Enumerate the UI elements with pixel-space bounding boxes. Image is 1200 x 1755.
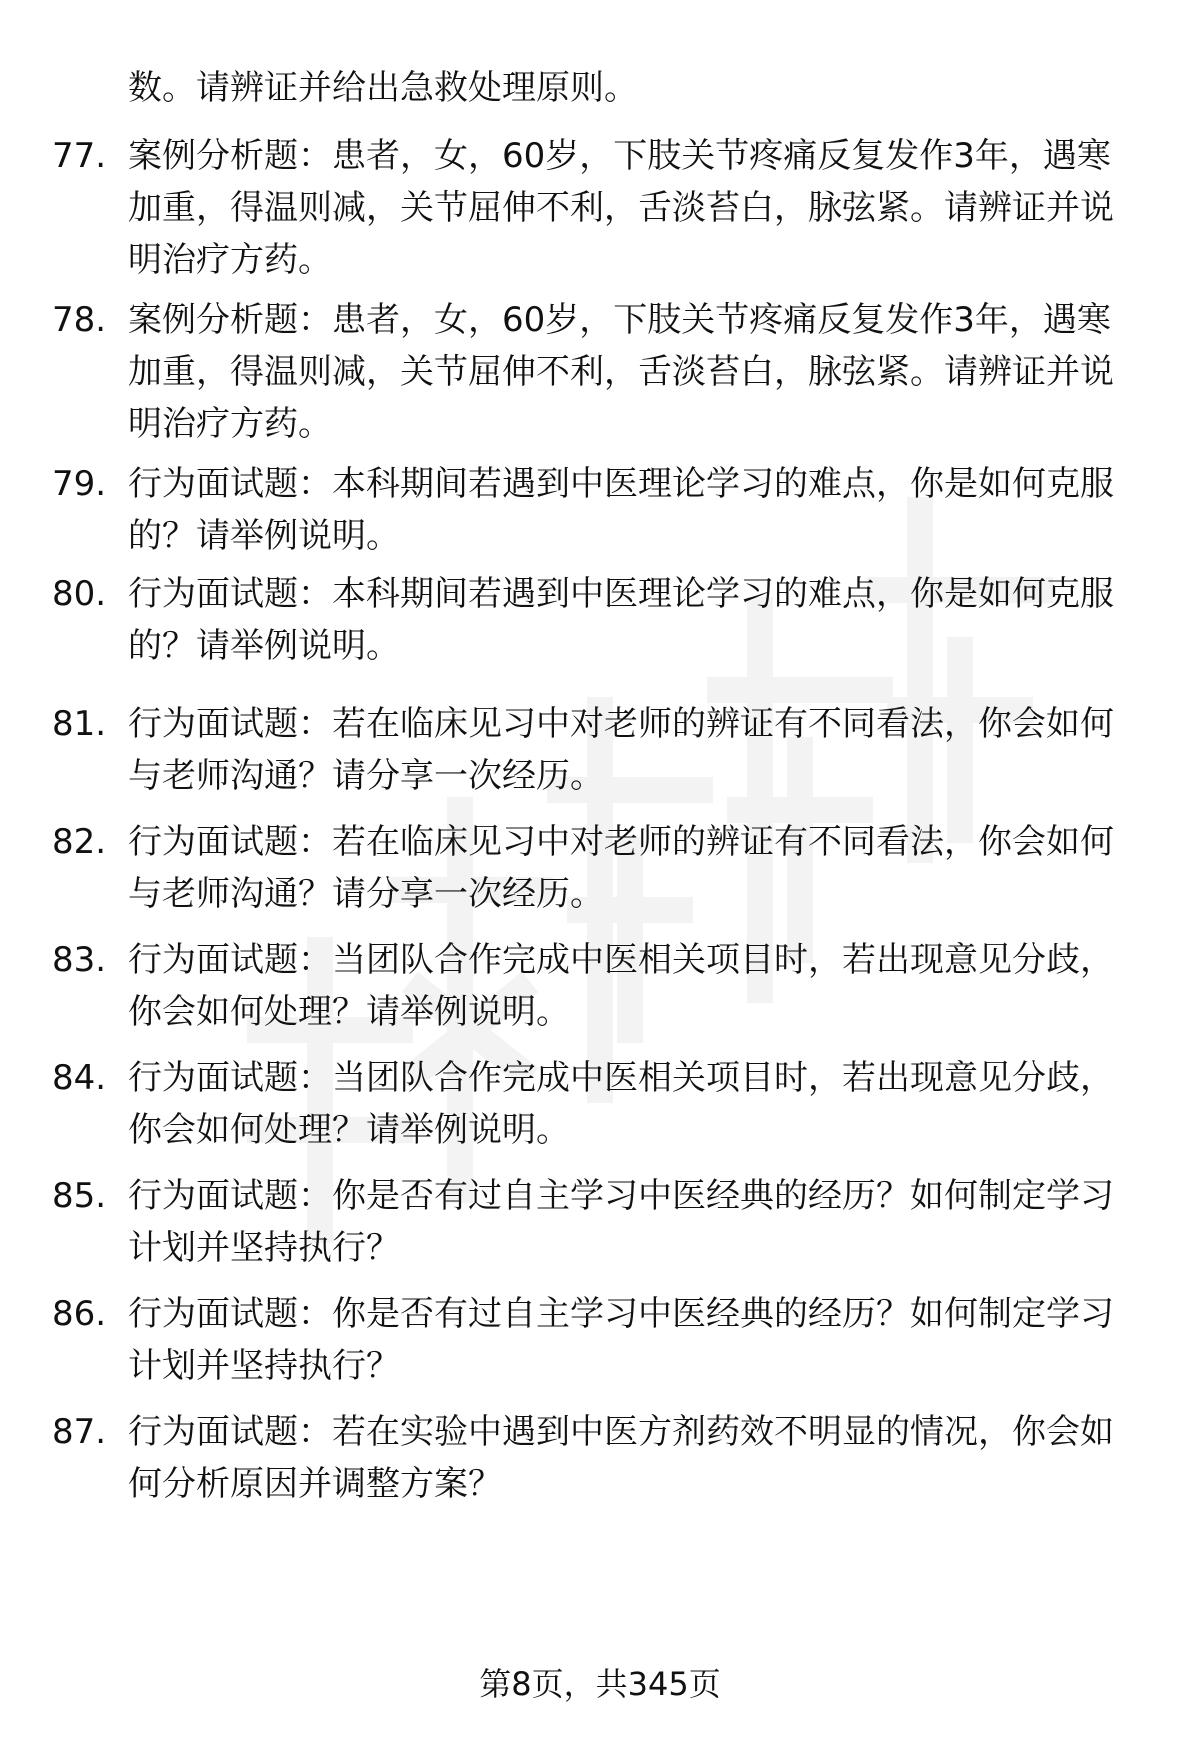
question-number: 84. <box>52 1058 107 1098</box>
question-text: 行为面试题：本科期间若遇到中医理论学习的难点，你是如何克服的？请举例说明。 <box>128 464 1114 556</box>
question-number: 81. <box>52 704 107 744</box>
question-number: 82. <box>52 822 107 862</box>
question-text: 行为面试题：你是否有过自主学习中医经典的经历？如何制定学习计划并坚持执行？ <box>128 1176 1114 1268</box>
question-text: 行为面试题：若在临床见习中对老师的辨证有不同看法，你会如何与老师沟通？请分享一次经历。 <box>128 704 1114 796</box>
question-text: 案例分析题：患者，女，60岁，下肢关节疼痛反复发作3年，遇寒加重，得温则减，关节屈伸不利，舌淡苔白，脉弦紧。请辨证并说明治疗方药。 <box>128 300 1114 444</box>
question-text: 行为面试题：若在临床见习中对老师的辨证有不同看法，你会如何与老师沟通？请分享一次经历。 <box>128 822 1114 914</box>
question-text: 行为面试题：若在实验中遇到中医方剂药效不明显的情况，你会如何分析原因并调整方案？ <box>128 1412 1114 1504</box>
continuation-text: 数。请辨证并给出急救处理原则。 <box>128 68 638 108</box>
question-number: 78. <box>52 300 107 340</box>
question-number: 87. <box>52 1412 107 1452</box>
question-number: 85. <box>52 1176 107 1216</box>
question-number: 77. <box>52 136 107 176</box>
question-text: 行为面试题：当团队合作完成中医相关项目时，若出现意见分歧，你会如何处理？请举例说明。 <box>128 940 1114 1032</box>
question-text: 行为面试题：当团队合作完成中医相关项目时，若出现意见分歧，你会如何处理？请举例说明。 <box>128 1058 1114 1150</box>
question-text: 行为面试题：本科期间若遇到中医理论学习的难点，你是如何克服的？请举例说明。 <box>128 574 1114 666</box>
page-footer: 第8页，共345页 <box>479 1665 721 1703</box>
question-number: 80. <box>52 574 107 614</box>
question-number: 79. <box>52 464 107 504</box>
question-number: 83. <box>52 940 107 980</box>
question-text: 行为面试题：你是否有过自主学习中医经典的经历？如何制定学习计划并坚持执行？ <box>128 1294 1114 1386</box>
question-text: 案例分析题：患者，女，60岁，下肢关节疼痛反复发作3年，遇寒加重，得温则减，关节屈伸不利，舌淡苔白，脉弦紧。请辨证并说明治疗方药。 <box>128 136 1114 280</box>
question-number: 86. <box>52 1294 107 1334</box>
